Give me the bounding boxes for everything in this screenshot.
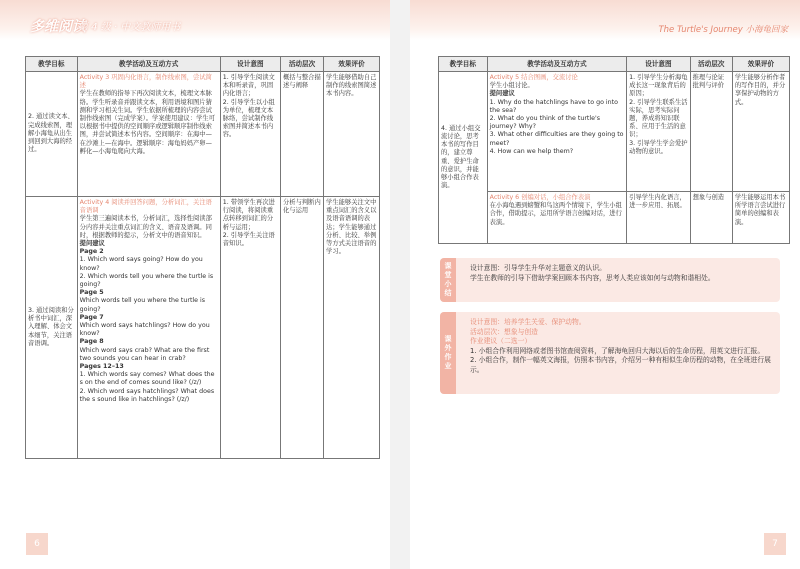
activity-text: 学生第三遍阅读本书，分析词汇，选择性阅读部分内容并关注重点词汇的含义、语音及语调。同时，根据教师的提示，分析文中的语音知识。: [79, 215, 212, 239]
homework-label: 课外作业: [440, 312, 456, 394]
activity-cell: [487, 72, 627, 192]
intent-cell: 1. 带领学生再次进行阅读，将阅读重点转移到词汇的分析与运用； 2. 引导学生关注语音知识。: [220, 197, 280, 459]
table-row: [439, 192, 790, 244]
goal-cell: 4. 通过小组交流讨论，思考本书的写作目的，建立尊重、爱护生命的意识，并能够小组合作表演。: [439, 72, 488, 244]
col-goal: 教学目标: [439, 57, 488, 72]
homework-item: 1. 小组合作利用网络或者图书馆查阅资料，了解海龟回归大海以后的生命历程，用英文进行汇报。: [470, 346, 765, 355]
level-cell: 推理与论证批判与评价: [690, 72, 732, 192]
goal-cell: 3. 通过阅读和分析书中词汇，深入理解、体会文本细节，关注语音语调。: [26, 197, 78, 459]
level-cell: 想象与创造: [690, 192, 732, 244]
question-list: 1. Why do the hatchlings have to go into the sea? 2. What do you think of the turtle's journey? Why? 3. What other difficulties are they going to meet? 4. How can we help them?: [489, 98, 624, 155]
level-cell: 分析与判断内化与运用: [280, 197, 323, 459]
eval-cell: 学生能够借助自己制作的线索图简述本书内容。: [324, 72, 380, 197]
page-label: Page 8: [79, 338, 104, 346]
book-title-header: The Turtle's Journey 小海龟回家: [658, 25, 788, 35]
question-list: Which word says crab? What are the first two sounds you can hear in crab?: [79, 346, 210, 362]
goal-cell: 2. 通过读文本、完成线索图，理解小海龟从出生到回到大海的经过。: [26, 72, 78, 197]
lesson-table-left: [25, 56, 380, 459]
summary-label: 课堂小结: [440, 258, 456, 302]
level-cell: 概括与整合描述与阐释: [280, 72, 323, 197]
activity-title: Activity 3 巩固内化语言，制作线索图，尝试简述: [79, 74, 212, 90]
lesson-table-right: [438, 56, 790, 244]
intent-cell: 引导学生内化语言，进一步应用、拓展。: [627, 192, 690, 244]
activity-cell: [77, 197, 220, 459]
homework-item: 2. 小组合作，制作一幅英文海报，仿照本书内容，介绍另一种有相似生命历程的动物，在全班进行展示。: [470, 356, 771, 374]
table-header-row: [439, 57, 790, 72]
col-level: 活动层次: [690, 57, 732, 72]
eval-cell: 学生能够分析作者的写作目的，并分享保护动物的方式。: [732, 72, 789, 192]
eval-cell: 学生能够关注文中重点词汇的含义以及语音语调的表达；学生能够通过分析、比较、举例等方式关注语音的学习。: [324, 197, 380, 459]
col-intent: 设计意图: [627, 57, 690, 72]
activity-text: 学生在教师的指导下再次阅读文本，梳理文本脉络。学生听录音并跟读文本，利用语境和图片猜测和学习相关生词。学生依据所梳理的内容尝试制作线索图（完成学案）。学案使用建议：学生可以根据书中提供的空间顺序或逻辑顺序制作线索图，并尝试简述本书内容。空间顺序：在海中—在沙滩上—在海中。逻辑顺序：海龟妈妈产卵—孵化—小海龟爬向大海。: [79, 90, 216, 155]
homework-level: 活动层次：想象与创造: [470, 327, 538, 336]
book-subtitle: 第 4 级 · 中文教师用书: [78, 22, 181, 33]
eval-cell: 学生能够运用本书所学语言尝试进行简单的创编和表演。: [732, 192, 789, 244]
question-list: Which word says hatchlings? How do you know?: [79, 322, 210, 338]
table-row: [26, 72, 380, 197]
activity-cell: [77, 72, 220, 197]
col-eval: 效果评价: [324, 57, 380, 72]
question-list: Which words tell you where the turtle is going?: [79, 297, 206, 313]
page-number: 6: [26, 533, 48, 555]
table-row: [26, 197, 380, 459]
col-level: 活动层次: [280, 57, 323, 72]
question-list: 1. Which words say comes? What does the s on the end of comes sound like? (/z/) 2. Which word says hatchlings? What does the s sound like in hatchlings? (/z/): [79, 371, 215, 403]
col-eval: 效果评价: [732, 57, 789, 72]
page-label: Page 2: [79, 248, 104, 256]
homework-requirement: 作业建议（二选一）: [470, 337, 532, 345]
summary-text: 设计意图：引导学生升华对主题意义的认识。 学生在教师的引导下借助学案回顾本书内容，思考人类应该如何与动物和谐相处。: [470, 264, 715, 282]
summary-box: [440, 258, 780, 302]
question-list: 1. Which word says going? How do you know? 2. Which words tell you where the turtle is going?: [79, 256, 214, 289]
activity-title: Activity 6 创编对话，小组合作表演: [489, 194, 591, 201]
intent-cell: 1. 引导学生分析海龟成长这一现象背后的原因； 2. 引导学生联系生活实际，思考实际问题，养成将知识联系、应用于生活的意识； 3. 引导学生学会爱护动物的意识。: [627, 72, 690, 192]
page-label: Page 7: [79, 313, 104, 321]
activity-title: Activity 4 阅读并回答问题，分析词汇，关注语音语调: [79, 199, 212, 215]
col-activity: 教学活动及互动方式: [487, 57, 627, 72]
activity-text: 在小海龟遇到螃蟹和鸟这两个情境下，学生小组合作，借助提示，运用所学语言创编对话，进行表演。: [489, 202, 622, 226]
page-label: Page 5: [79, 289, 104, 297]
col-activity: 教学活动及互动方式: [77, 57, 220, 72]
homework-body: [464, 312, 780, 381]
tips-label: 提问建议: [79, 240, 105, 248]
activity-title: Activity 5 结合图画，交流讨论: [489, 74, 578, 81]
activity-cell: [487, 192, 627, 244]
right-page: [410, 0, 800, 569]
page-number: 7: [764, 533, 786, 555]
table-header-row: [26, 57, 380, 72]
page-label: Pages 12–13: [79, 363, 124, 371]
table-row: [439, 72, 790, 192]
series-logo: 多维阅读: [30, 19, 86, 35]
homework-box: [440, 312, 780, 394]
col-goal: 教学目标: [26, 57, 78, 72]
activity-text: 学生小组讨论。: [489, 82, 534, 90]
tips-label: 提问建议: [489, 90, 515, 98]
col-intent: 设计意图: [220, 57, 280, 72]
intent-cell: 1. 引导学生阅读文本和听录音，巩固内化语言； 2. 引导学生以小组为单位，梳理文本脉络，尝试制作线索图并简述本书内容。: [220, 72, 280, 197]
left-page: [0, 0, 390, 569]
homework-intent: 设计意图：培养学生关爱、保护动物。: [470, 318, 586, 326]
